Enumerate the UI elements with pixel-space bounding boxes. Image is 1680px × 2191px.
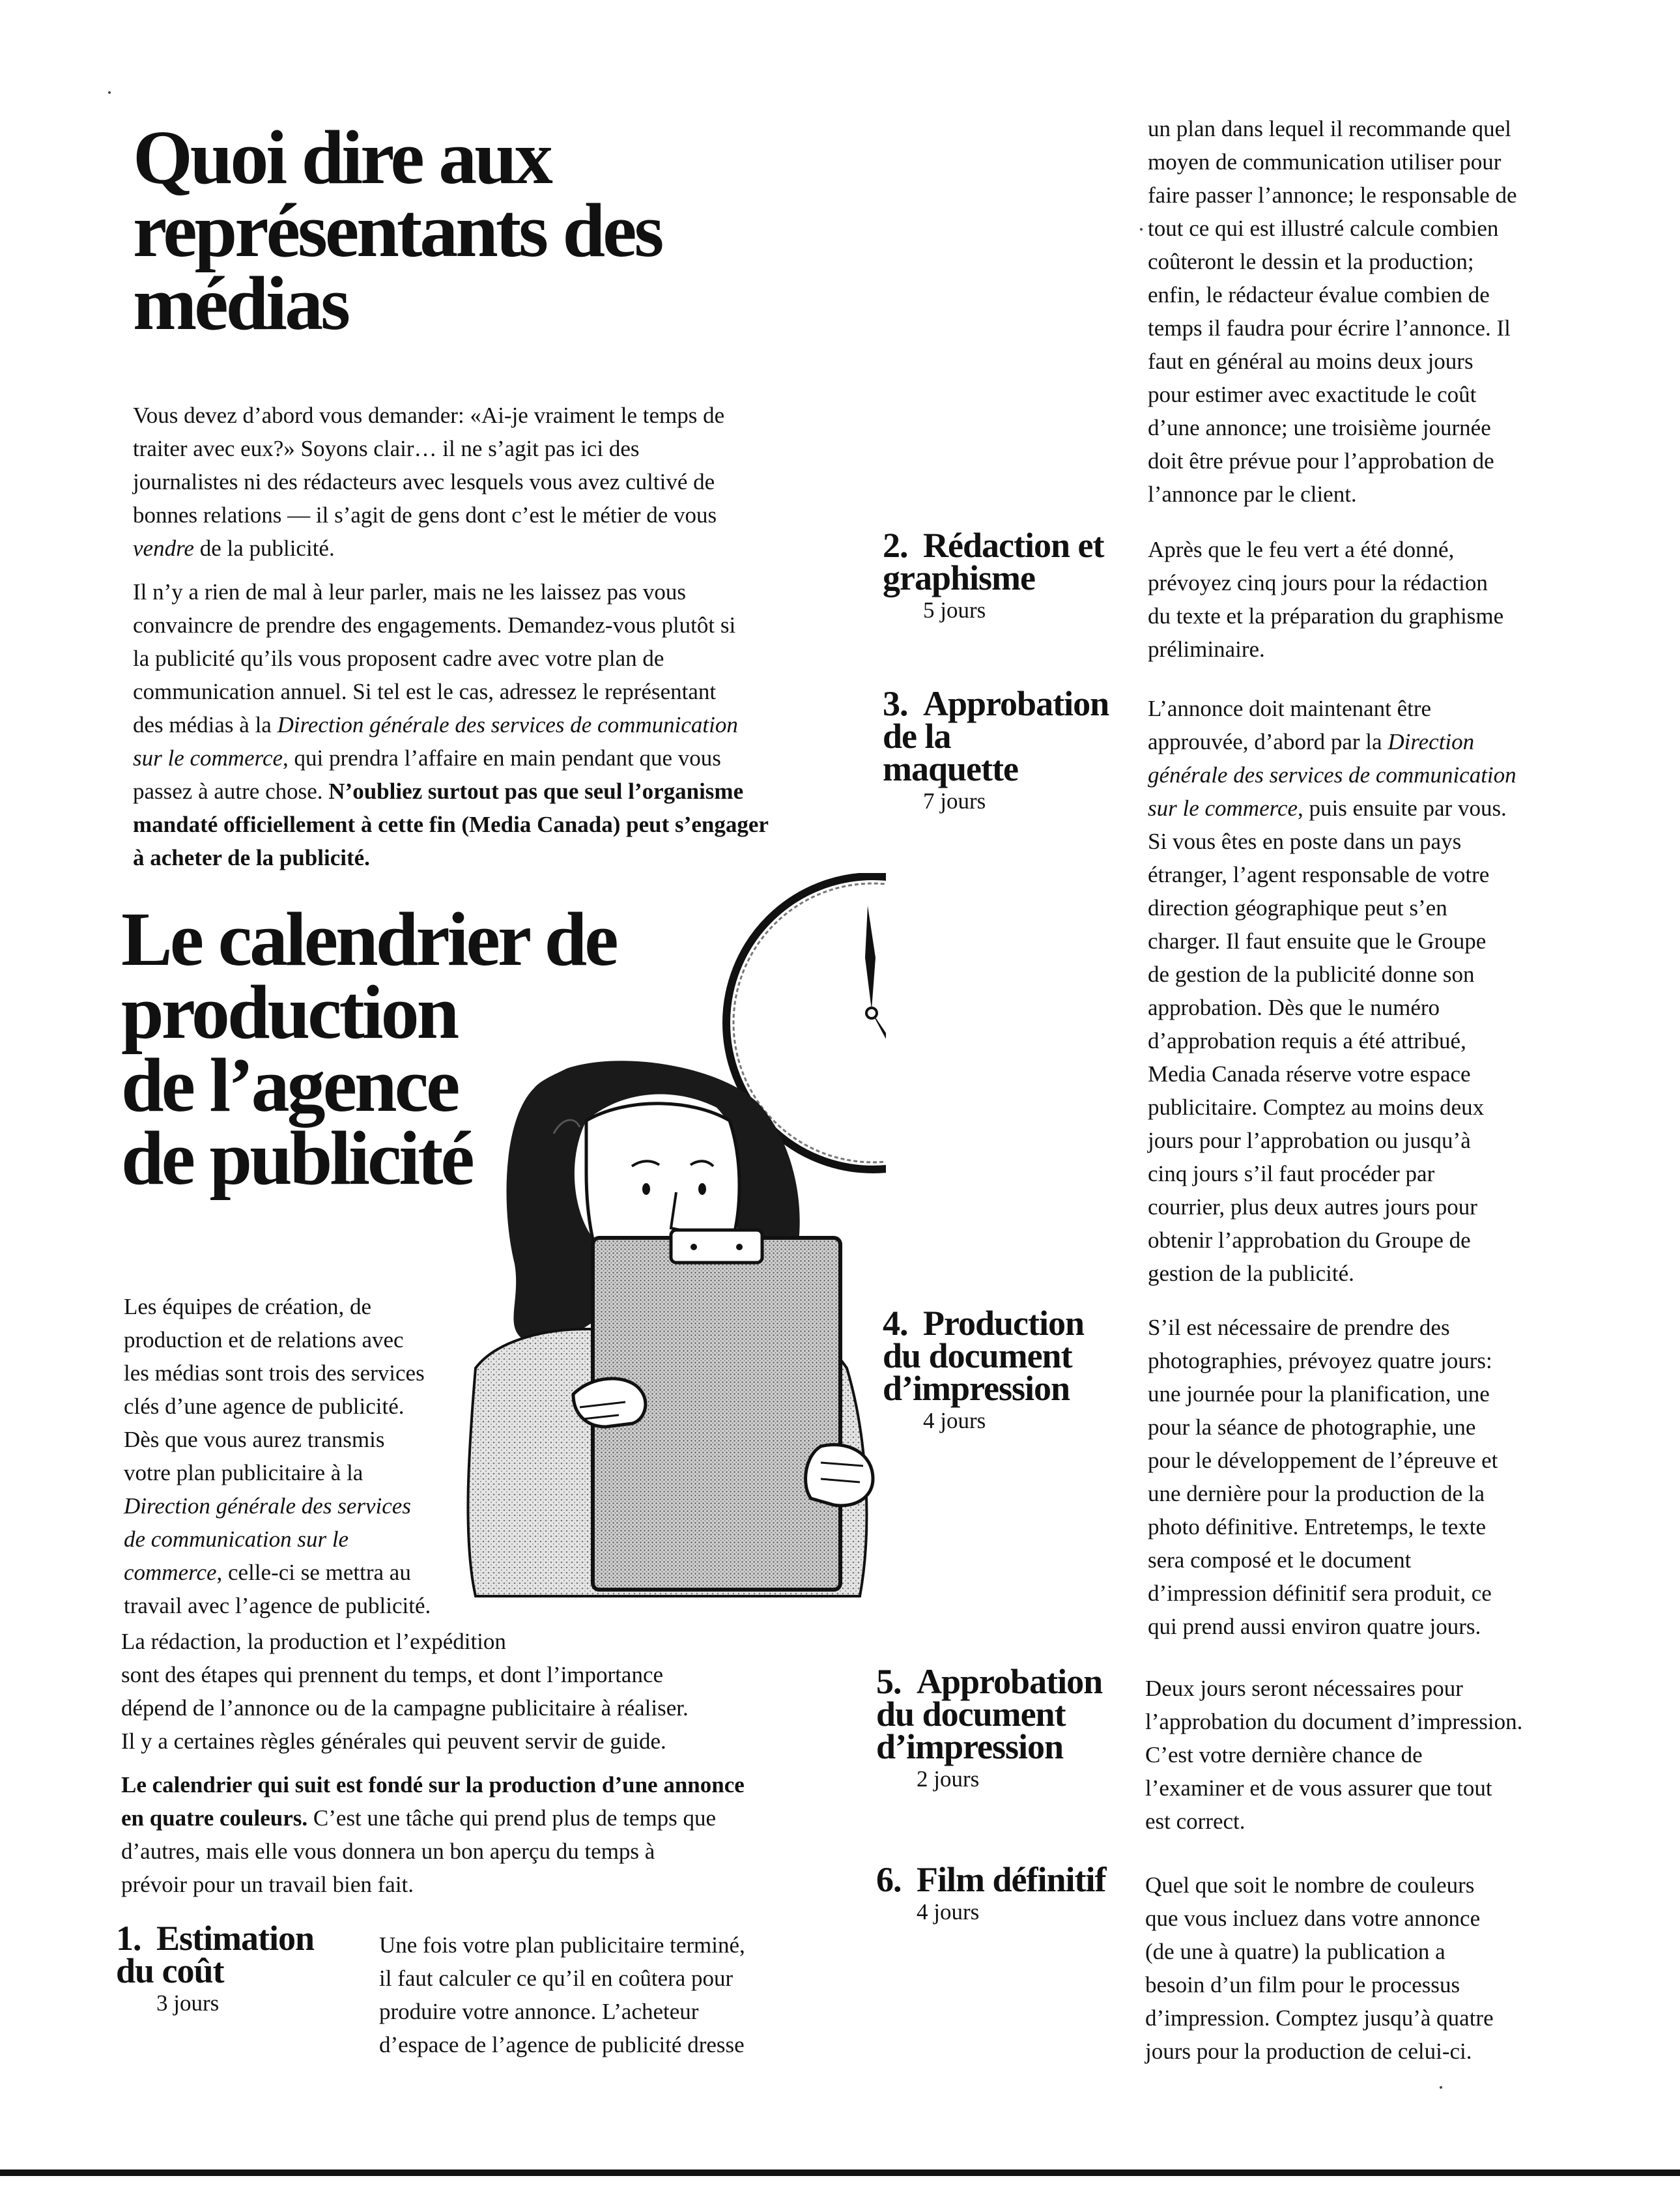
title-line: de publicité bbox=[121, 1115, 472, 1201]
step-3-heading bbox=[883, 684, 1109, 818]
step-4-heading bbox=[883, 1304, 1085, 1437]
italic-text-line bbox=[124, 1523, 489, 1556]
text-line: communication annuel. Si tel est le cas, adressez le représentant bbox=[133, 679, 717, 704]
italic-text: de communication sur le bbox=[124, 1526, 349, 1552]
title-line: de l’agence bbox=[121, 1042, 458, 1128]
text-line: clés d’une agence de publicité. bbox=[124, 1394, 405, 1419]
text-line: Si vous êtes en poste dans un pays bbox=[1148, 829, 1462, 854]
text-line: d’impression. Comptez jusqu’à quatre bbox=[1145, 2005, 1494, 2031]
step-number: 2. bbox=[883, 526, 908, 565]
step-1-text-continued bbox=[1148, 112, 1617, 511]
scan-speck bbox=[1140, 228, 1143, 231]
text-line: votre plan publicitaire à la bbox=[124, 1460, 363, 1485]
step-duration: 2 jours bbox=[917, 1766, 980, 1792]
text-line: gestion de la publicité. bbox=[1148, 1261, 1354, 1286]
text-line: Media Canada réserve votre espace bbox=[1148, 1061, 1471, 1087]
step-title bbox=[116, 1919, 315, 1958]
text-line: C’est votre dernière chance de bbox=[1145, 1742, 1423, 1768]
text-line: L’annonce doit maintenant être bbox=[1148, 696, 1432, 721]
step-number: 4. bbox=[883, 1304, 908, 1343]
text-line: sont des étapes qui prennent du temps, et dont l’importance bbox=[121, 1662, 664, 1687]
text-line: prévoir pour un travail bien fait. bbox=[121, 1872, 414, 1897]
paragraph bbox=[133, 575, 817, 874]
bold-text: N’oubliez surtout pas que seul l’organisme bbox=[328, 779, 744, 804]
text-fragment: , puis ensuite par vous. bbox=[1298, 795, 1507, 821]
step-duration: 3 jours bbox=[156, 1990, 220, 2016]
text-fragment: , qui prendra l’affaire en main pendant que vous bbox=[283, 745, 721, 771]
text-line: Il n’y a rien de mal à leur parler, mais ne les laissez pas vous bbox=[133, 579, 686, 605]
text-line: qui prend aussi environ quatre jours. bbox=[1148, 1614, 1481, 1639]
text-fragment: passez à autre chose. bbox=[133, 779, 329, 804]
text-line: d’espace de l’agence de publicité dresse bbox=[379, 2032, 745, 2057]
scan-speck bbox=[108, 91, 111, 94]
step-duration: 5 jours bbox=[923, 597, 986, 623]
text-line: produire votre annonce. L’acheteur bbox=[379, 1999, 699, 2024]
step-5-heading bbox=[876, 1662, 1103, 1796]
italic-text: Direction bbox=[1388, 729, 1475, 754]
step-number: 3. bbox=[883, 684, 908, 723]
text-line: Les équipes de création, de bbox=[124, 1294, 371, 1319]
text-line: production et de relations avec bbox=[124, 1327, 404, 1353]
text-line: faire passer l’annonce; le responsable de bbox=[1148, 182, 1517, 208]
text-line: étranger, l’agent responsable de votre bbox=[1148, 862, 1490, 887]
italic-text: Direction générale des services de communication bbox=[277, 712, 738, 737]
text-line: tout ce qui est illustré calcule combien bbox=[1148, 216, 1499, 241]
title-line: Quoi dire aux bbox=[133, 115, 550, 200]
step-title-line: Film définitif bbox=[917, 1860, 1106, 1899]
text-line: il faut calculer ce qu’il en coûtera pour bbox=[379, 1966, 733, 1991]
text-line: que vous incluez dans votre annonce bbox=[1145, 1906, 1481, 1931]
bold-text-line: Le calendrier qui suit est fondé sur la production d’une annonce bbox=[121, 1772, 745, 1797]
paragraph bbox=[121, 1625, 838, 1758]
text-fragment: approuvée, d’abord par la bbox=[1148, 729, 1388, 754]
text-line: un plan dans lequel il recommande quel bbox=[1148, 116, 1511, 141]
step-title bbox=[883, 1304, 1085, 1343]
step-title-line: Rédaction et bbox=[923, 526, 1104, 565]
step-title bbox=[883, 526, 1104, 565]
step-6-heading bbox=[876, 1860, 1106, 1928]
step-title-line: graphisme bbox=[883, 558, 1035, 597]
scan-speck bbox=[1440, 2086, 1442, 2089]
step-2-heading bbox=[883, 526, 1104, 627]
page-bottom-border bbox=[0, 2170, 1680, 2176]
text-line: cinq jours s’il faut procéder par bbox=[1148, 1161, 1435, 1186]
title-line: production bbox=[121, 969, 457, 1055]
text-line: photo définitive. Entretemps, le texte bbox=[1148, 1514, 1487, 1539]
text-line: obtenir l’approbation du Groupe de bbox=[1148, 1227, 1471, 1253]
text-line: bonnes relations — il s’agit de gens dont c’est le métier de vous bbox=[133, 502, 717, 528]
text-line: l’examiner et de vous assurer que tout bbox=[1145, 1775, 1492, 1801]
step-title-line: Estimation bbox=[156, 1919, 315, 1958]
text-line: d’impression définitif sera produit, ce bbox=[1148, 1581, 1492, 1606]
step-3-text bbox=[1148, 692, 1617, 1290]
step-duration: 4 jours bbox=[917, 1899, 980, 1925]
text-line: travail avec l’agence de publicité. bbox=[124, 1593, 431, 1618]
step-title-line: de la bbox=[883, 717, 951, 756]
text-line: jours pour la production de celui-ci. bbox=[1145, 2039, 1472, 2064]
text-line: une journée pour la planification, une bbox=[1148, 1381, 1490, 1407]
step-duration: 4 jours bbox=[923, 1408, 986, 1433]
italic-text-line bbox=[124, 1489, 489, 1523]
text-line: une dernière pour la production de la bbox=[1148, 1481, 1485, 1506]
text-line: Deux jours seront nécessaires pour bbox=[1145, 1676, 1463, 1701]
text-line: doit être prévue pour l’approbation de bbox=[1148, 448, 1494, 474]
text-line: publicitaire. Comptez au moins deux bbox=[1148, 1095, 1485, 1120]
step-title-line: du coût bbox=[116, 1951, 224, 1990]
text-line bbox=[133, 741, 817, 775]
section2-title bbox=[121, 896, 616, 1201]
text-line: courrier, plus deux autres jours pour bbox=[1148, 1194, 1477, 1220]
text-line: les médias sont trois des services bbox=[124, 1360, 425, 1386]
text-line: direction géographique peut s’en bbox=[1148, 895, 1447, 921]
text-line: Une fois votre plan publicitaire terminé, bbox=[379, 1932, 745, 1958]
text-fragment: des médias à la bbox=[133, 712, 278, 737]
text-line: l’annonce par le client. bbox=[1148, 481, 1357, 507]
section2-intro bbox=[124, 1290, 489, 1622]
text-line: d’une annonce; une troisième journée bbox=[1148, 415, 1491, 440]
text-line: est correct. bbox=[1145, 1809, 1246, 1834]
text-line: approbation. Dès que le numéro bbox=[1148, 995, 1440, 1020]
step-title-line: maquette bbox=[883, 749, 1018, 788]
step-title-line: d’impression bbox=[876, 1727, 1064, 1766]
step-title bbox=[876, 1860, 1106, 1899]
italic-text: Direction générale des services bbox=[124, 1493, 411, 1519]
italic-text: sur le commerce bbox=[1148, 795, 1298, 821]
paragraph bbox=[121, 1768, 838, 1901]
text-fragment: , celle-ci se mettra au bbox=[216, 1560, 411, 1585]
text-line: du texte et la préparation du graphisme bbox=[1148, 603, 1504, 629]
text-line: charger. Il faut ensuite que le Groupe bbox=[1148, 928, 1487, 954]
paragraph bbox=[133, 399, 817, 565]
section2-body bbox=[121, 1625, 838, 1912]
title-line: représentants des bbox=[133, 188, 662, 273]
italic-text: vendre bbox=[133, 536, 194, 561]
text-line: temps il faudra pour écrire l’annonce. Il bbox=[1148, 315, 1511, 341]
bold-text-line: mandaté officiellement à cette fin (Media Canada) peut s’engager bbox=[133, 812, 769, 837]
text-line: Il y a certaines règles générales qui peuvent servir de guide. bbox=[121, 1728, 666, 1754]
text-line bbox=[133, 708, 817, 741]
italic-text: commerce bbox=[124, 1560, 217, 1585]
step-title-line: d’impression bbox=[883, 1369, 1070, 1408]
text-line: Vous devez d’abord vous demander: «Ai-je vraiment le temps de bbox=[133, 403, 725, 428]
step-duration: 7 jours bbox=[923, 788, 986, 814]
text-line bbox=[133, 532, 817, 565]
step-2-text bbox=[1148, 533, 1617, 666]
italic-text: générale des services de communication bbox=[1148, 762, 1516, 788]
text-line: La rédaction, la production et l’expédition bbox=[121, 1629, 506, 1654]
step-title-line: Approbation bbox=[917, 1662, 1103, 1701]
text-fragment: de la publicité. bbox=[193, 536, 335, 561]
step-number: 1. bbox=[116, 1919, 141, 1958]
text-line: la publicité qu’ils vous proposent cadre avec votre plan de bbox=[133, 646, 664, 671]
text-line: convaincre de prendre des engagements. Demandez-vous plutôt si bbox=[133, 612, 736, 638]
text-line: de gestion de la publicité donne son bbox=[1148, 962, 1475, 987]
bold-text-line: à acheter de la publicité. bbox=[133, 845, 370, 870]
step-title-line: Approbation bbox=[923, 684, 1109, 723]
text-line: jours pour l’approbation ou jusqu’à bbox=[1148, 1128, 1471, 1153]
step-title bbox=[876, 1662, 1103, 1701]
step-1-text bbox=[379, 1928, 835, 2061]
text-line: Dès que vous aurez transmis bbox=[124, 1427, 385, 1452]
step-1-heading bbox=[116, 1919, 315, 2020]
text-line: pour la séance de photographie, une bbox=[1148, 1414, 1476, 1440]
text-line: préliminaire. bbox=[1148, 637, 1265, 662]
step-5-text bbox=[1145, 1672, 1627, 1838]
step-title-line: du document bbox=[876, 1695, 1066, 1734]
step-number: 5. bbox=[876, 1662, 902, 1701]
text-line: l’approbation du document d’impression. bbox=[1145, 1709, 1523, 1734]
text-line: sera composé et le document bbox=[1148, 1547, 1412, 1573]
section1-body bbox=[133, 399, 817, 885]
text-line: besoin d’un film pour le processus bbox=[1145, 1972, 1460, 1998]
italic-text: sur le commerce bbox=[133, 745, 283, 771]
text-line: (de une à quatre) la publication a bbox=[1145, 1939, 1445, 1964]
step-6-text bbox=[1145, 1869, 1627, 2068]
text-line: prévoyez cinq jours pour la rédaction bbox=[1148, 570, 1488, 595]
text-line: enfin, le rédacteur évalue combien de bbox=[1148, 282, 1490, 308]
text-line: traiter avec eux?» Soyons clair… il ne s’agit pas ici des bbox=[133, 436, 640, 461]
text-line bbox=[1148, 792, 1617, 825]
title-line: Le calendrier de bbox=[121, 896, 616, 982]
text-line bbox=[124, 1556, 489, 1589]
text-line: d’autres, mais elle vous donnera un bon aperçu du temps à bbox=[121, 1839, 655, 1864]
text-line: photographies, prévoyez quatre jours: bbox=[1148, 1348, 1492, 1373]
text-line bbox=[121, 1801, 838, 1835]
text-line: moyen de communication utiliser pour bbox=[1148, 149, 1502, 175]
text-line: Quel que soit le nombre de couleurs bbox=[1145, 1872, 1475, 1898]
text-line: S’il est nécessaire de prendre des bbox=[1148, 1315, 1450, 1340]
text-line: pour le développement de l’épreuve et bbox=[1148, 1448, 1498, 1473]
step-title bbox=[883, 684, 1109, 723]
text-line bbox=[133, 775, 817, 808]
text-line: pour estimer avec exactitude le coût bbox=[1148, 382, 1477, 407]
text-line bbox=[1148, 725, 1617, 758]
text-line: d’approbation requis a été attribué, bbox=[1148, 1028, 1466, 1053]
bold-text: en quatre couleurs. bbox=[121, 1805, 308, 1831]
italic-text-line bbox=[1148, 758, 1617, 792]
step-4-text bbox=[1148, 1311, 1617, 1643]
text-line: dépend de l’annonce ou de la campagne publicitaire à réaliser. bbox=[121, 1695, 689, 1721]
step-number: 6. bbox=[876, 1860, 902, 1899]
step-title-line: Production bbox=[923, 1304, 1085, 1343]
step-title-line: du document bbox=[883, 1336, 1072, 1375]
text-line: coûteront le dessin et la production; bbox=[1148, 249, 1474, 274]
text-line: Après que le feu vert a été donné, bbox=[1148, 537, 1455, 562]
text-line: journalistes ni des rédacteurs avec lesquels vous avez cultivé de bbox=[133, 469, 715, 494]
section1-title bbox=[133, 115, 662, 346]
text-line: faut en général au moins deux jours bbox=[1148, 349, 1474, 374]
text-fragment: C’est une tâche qui prend plus de temps que bbox=[307, 1805, 717, 1831]
title-line: médias bbox=[133, 261, 348, 346]
